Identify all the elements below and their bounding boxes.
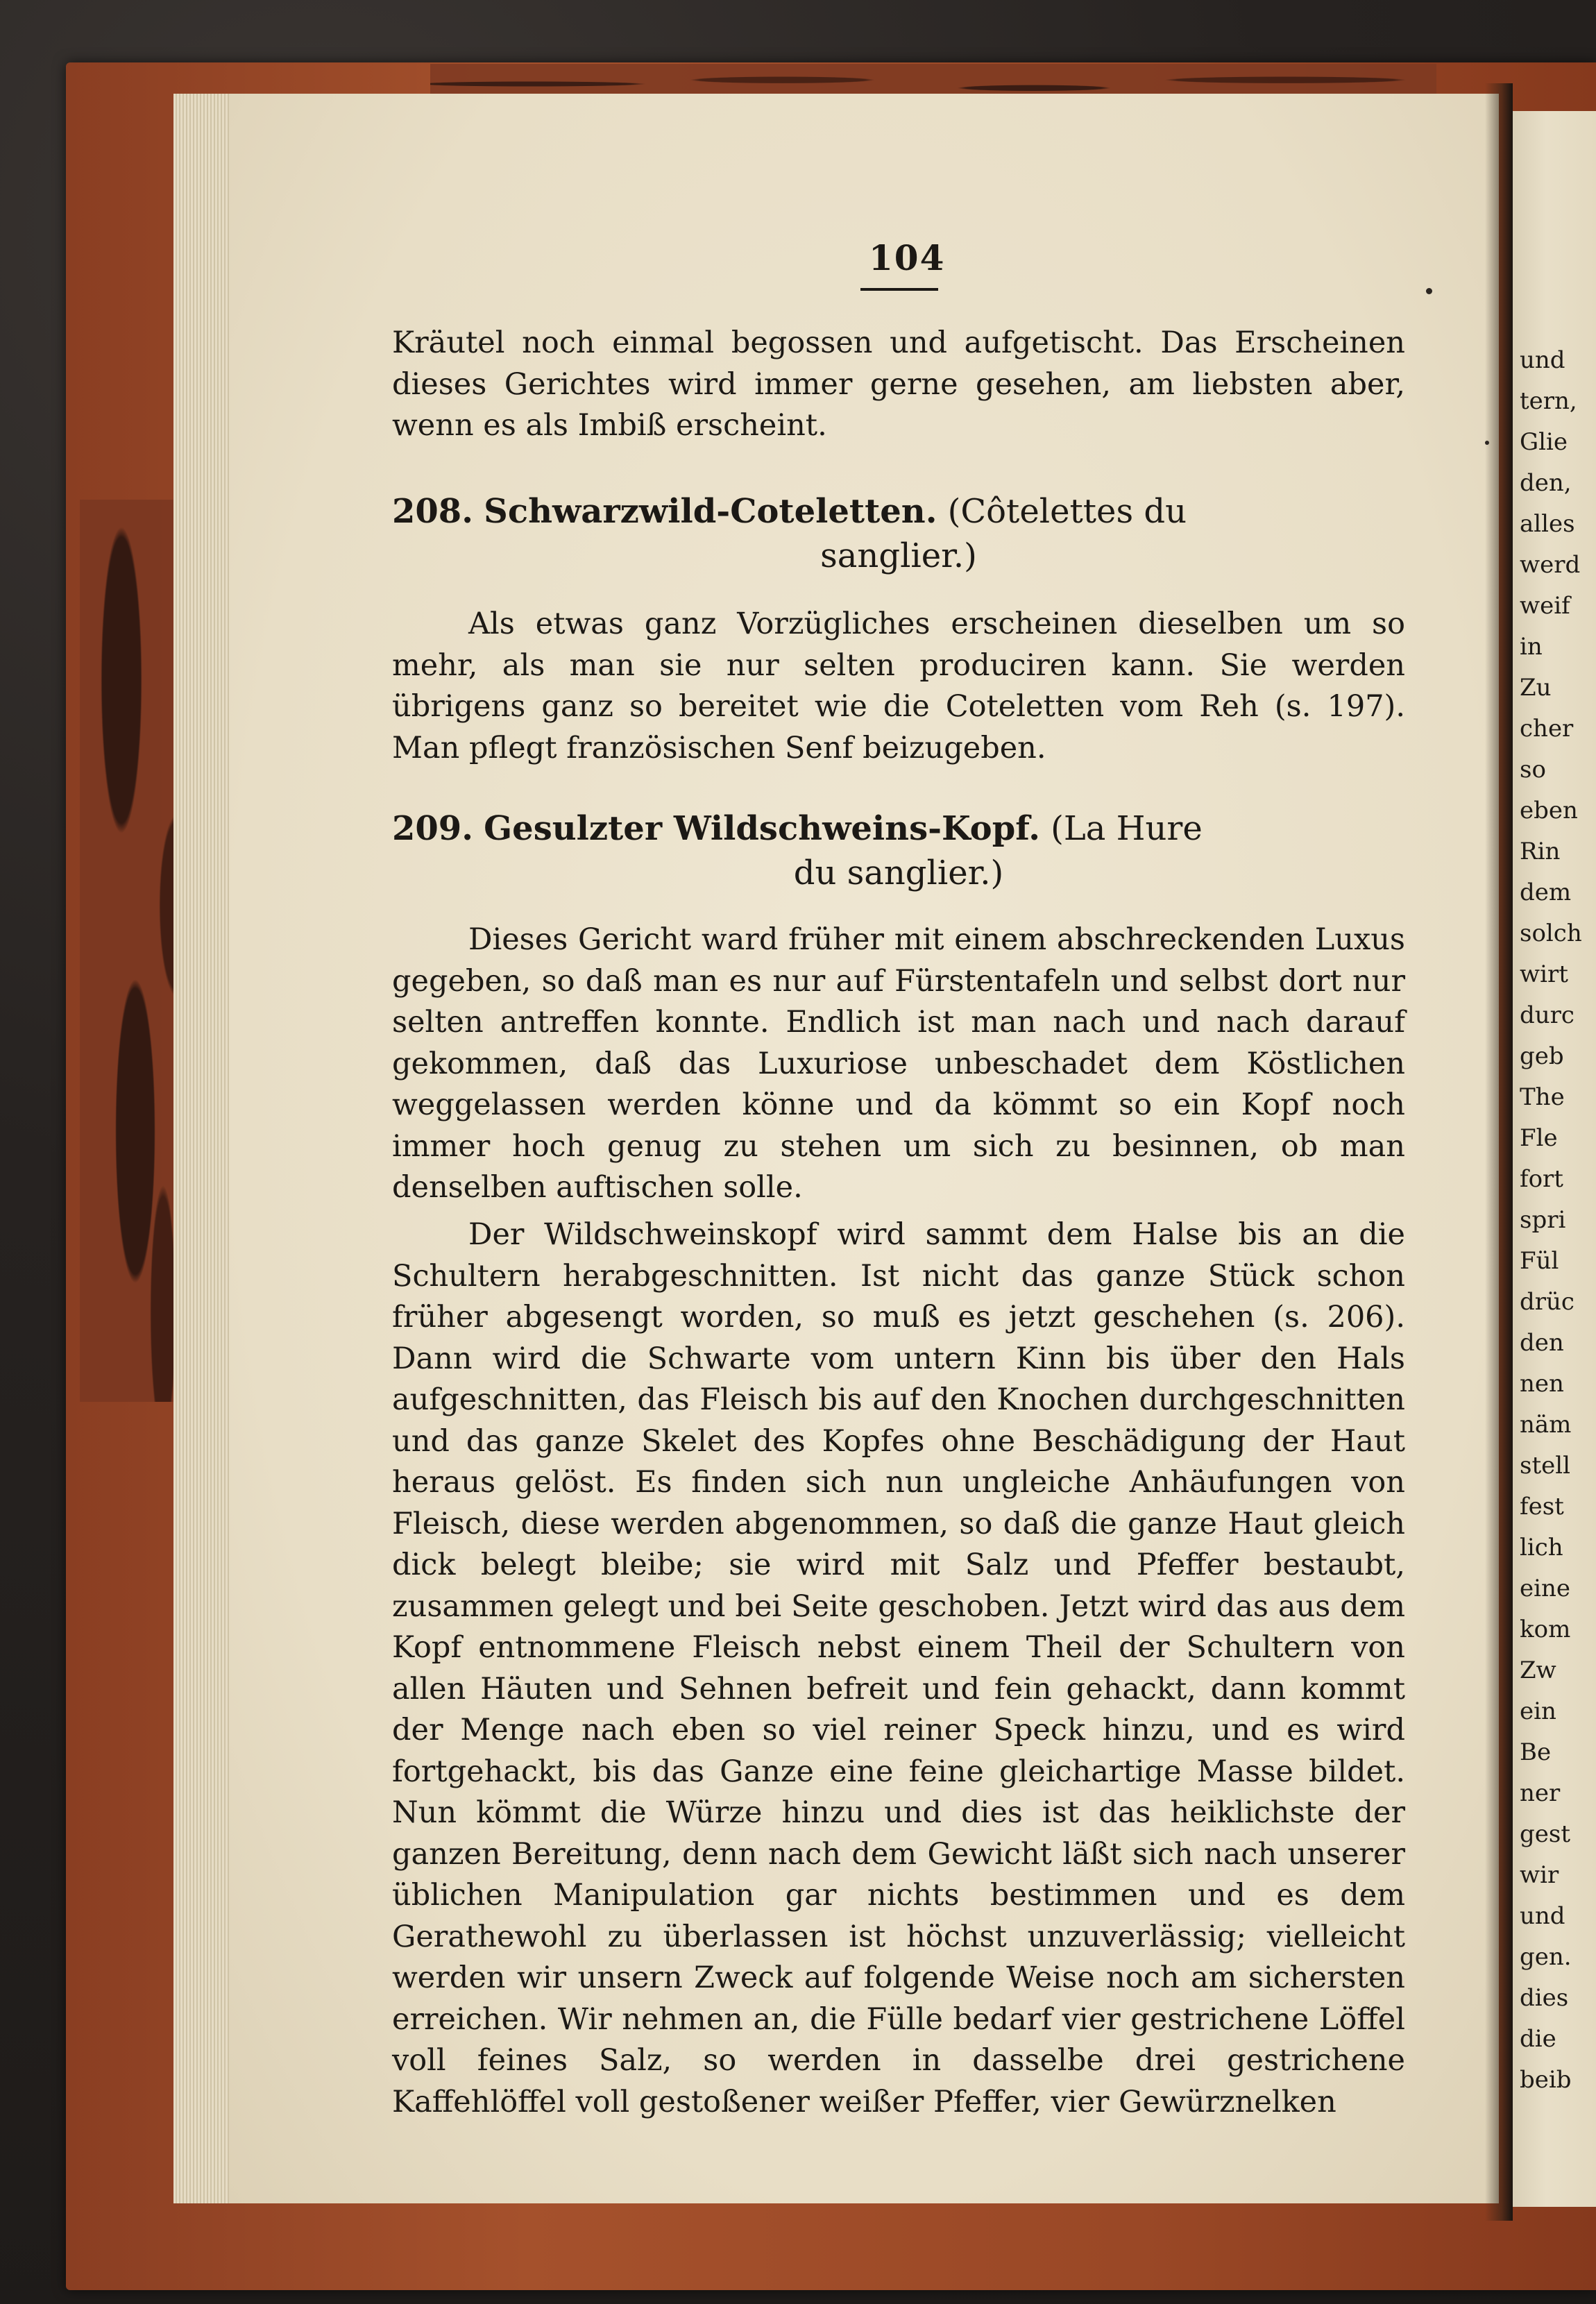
recipe-208-title: Schwarzwild-Coteletten. <box>484 492 937 531</box>
recipe-209-subtitle-1: (La Hure <box>1051 809 1203 848</box>
intro-paragraph: Kräutel noch einmal begossen und aufgetischt. Das Erscheinen dieses Gerichtes wird immer gerne gesehen, am liebsten aber, wenn es als Imbiß erscheint. <box>392 325 1405 443</box>
facing-page-fragment: dies <box>1520 1984 1569 2012</box>
facing-page-fragment: und <box>1520 1902 1565 1930</box>
facing-page-fragment: lich <box>1520 1534 1563 1561</box>
facing-page-fragment: und <box>1520 346 1565 374</box>
page-stack-edges <box>173 94 236 2203</box>
facing-page-fragment: eine <box>1520 1575 1571 1602</box>
facing-page-fragment: den, <box>1520 469 1572 497</box>
facing-page-fragment: eben <box>1520 797 1578 824</box>
facing-page-fragment: wirt <box>1520 960 1568 988</box>
paper-speck <box>1485 441 1489 445</box>
facing-page-fragment: die <box>1520 2025 1556 2053</box>
facing-page-fragment: den <box>1520 1329 1564 1357</box>
recipe-209-paragraph-2: Der Wildschweinskopf wird sammt dem Halse bis an die Schultern herabgeschnitten. Ist nicht das ganze Stück schon früher abgesengt worden, so muß es jetzt geschehen (s. 206). Dann wird die Schwarte vom untern Kinn bis über den Hals aufgeschnitten, das Fleisch bis auf den Knochen durchgeschnitten und das ganze Skelet des Kopfes ohne Beschädigung der Haut heraus gelöst. Es finden sich nun ungleiche Anhäufungen von Fleisch, diese werden abgenommen, so daß die ganze Haut gleich dick belegt bleibe; sie wird mit Salz und Pfeffer bestaubt, zusammen gelegt und bei Seite geschoben. Jetzt wird das aus dem Kopf entnommene Fleisch nebst einem Theil der Schultern von allen Häuten und Sehnen befreit und fein gehackt, dann kommt der Menge nach eben so viel reiner Speck hinzu, und es wird fortgehackt, bis das Ganze eine feine gleichartige Masse bildet. Nun kömmt die Würze hinzu und dies ist das heiklichste der ganzen Bereitung, denn nach dem Gewicht läßt sich nach unserer üblichen Manipulation gar nichts bestimmen und es dem Gerathewohl zu überlassen ist höchst unzuverlässig; vielleicht werden wir unsern Zweck auf folgende Weise noch am sichersten erreichen. Wir nehmen an, die Fülle bedarf vier gestrichene Löffel voll feines Salz, so werden in dasselbe drei gestrichene Kaffehlöffel voll gestoßener weißer Pfeffer, vier Gewürznelken <box>392 1217 1405 2119</box>
facing-page-fragment: Fül <box>1520 1247 1559 1275</box>
facing-page-fragment: näm <box>1520 1411 1572 1439</box>
facing-page-fragment: ner <box>1520 1779 1561 1807</box>
facing-page-fragment: dem <box>1520 879 1572 906</box>
facing-page-fragment: solch <box>1520 920 1582 947</box>
facing-page-fragment: Zu <box>1520 674 1552 702</box>
facing-page <box>1513 111 1596 2207</box>
facing-page-fragment: Rin <box>1520 838 1561 865</box>
paper-speck <box>1426 288 1432 294</box>
recipe-208-subtitle-2: sanglier.) <box>820 536 977 575</box>
facing-page-fragment: Zw <box>1520 1657 1556 1684</box>
facing-page-fragment: werd <box>1520 551 1581 579</box>
facing-page-fragment: The <box>1520 1083 1565 1111</box>
facing-page-fragment: Fle <box>1520 1124 1558 1152</box>
facing-page-fragment: Glie <box>1520 428 1568 456</box>
facing-page-fragment: drüc <box>1520 1288 1574 1316</box>
facing-page-fragment: so <box>1520 756 1546 783</box>
facing-page-fragment: durc <box>1520 1001 1574 1029</box>
book-gutter-shadow <box>1485 83 1513 2221</box>
facing-page-fragment: spri <box>1520 1206 1566 1234</box>
facing-page-fragment: fort <box>1520 1165 1563 1193</box>
recipe-209-title: Gesulzter Wildschweins-Kopf. <box>484 809 1040 848</box>
facing-page-fragment: ein <box>1520 1697 1556 1725</box>
facing-page-fragment: beib <box>1520 2066 1572 2094</box>
recipe-208-heading <box>392 489 1405 578</box>
facing-page-fragment: fest <box>1520 1493 1564 1521</box>
recipe-209-paragraph-1: Dieses Gericht ward früher mit einem abschreckenden Luxus gegeben, so daß man es nur auf Fürstentafeln und selbst dort nur selten antreffen konnte. Endlich ist man nach und nach darauf gekommen, daß das Luxuriose unbeschadet dem Köstlichen weggelassen werden könne und da kömmt so ein Kopf noch immer hoch genug zu stehen um sich zu besinnen, ob man denselben auftischen solle. <box>392 922 1405 1205</box>
facing-page-fragment: wir <box>1520 1861 1559 1889</box>
recipe-208-paragraph: Als etwas ganz Vorzügliches erscheinen dieselben um so mehr, als man sie nur selten produciren kann. Sie werden übrigens ganz so bereitet wie die Coteletten vom Reh (s. 197). Man pflegt französischen Senf beizugeben. <box>392 607 1405 765</box>
facing-page-fragment: tern, <box>1520 387 1577 415</box>
recipe-208-number: 208. <box>392 492 473 531</box>
facing-page-fragment: nen <box>1520 1370 1564 1398</box>
recipe-209-subtitle-2: du sanglier.) <box>793 854 1004 892</box>
facing-page-fragment: kom <box>1520 1616 1571 1643</box>
facing-page-fragment: geb <box>1520 1042 1564 1070</box>
facing-page-fragment: weif <box>1520 592 1570 620</box>
recipe-209-heading <box>392 806 1405 895</box>
facing-page-fragment: stell <box>1520 1452 1570 1480</box>
facing-page-fragment: alles <box>1520 510 1575 538</box>
facing-page-fragment: cher <box>1520 715 1574 743</box>
facing-page-fragment: gen. <box>1520 1943 1572 1971</box>
facing-page-fragment: gest <box>1520 1820 1570 1848</box>
page-number: 104 <box>869 237 946 278</box>
recipe-209-number: 209. <box>392 809 473 848</box>
facing-page-fragments <box>1520 340 1582 2101</box>
facing-page-fragment: Be <box>1520 1738 1552 1766</box>
recipe-208-subtitle-1: (Côtelettes du <box>947 492 1187 531</box>
facing-page-fragment: in <box>1520 633 1543 661</box>
page-number-underline <box>860 288 938 291</box>
